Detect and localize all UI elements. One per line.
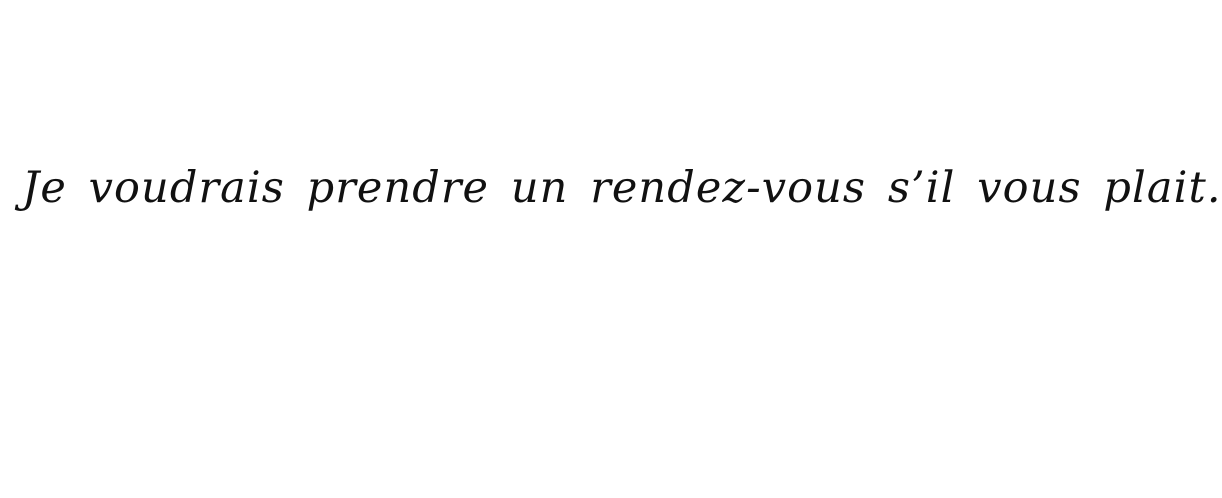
handwritten-sentence: Je voudrais prendre un rendez-vous s’il vous plait. [22,163,1222,213]
handwritten-line [22,158,1222,248]
